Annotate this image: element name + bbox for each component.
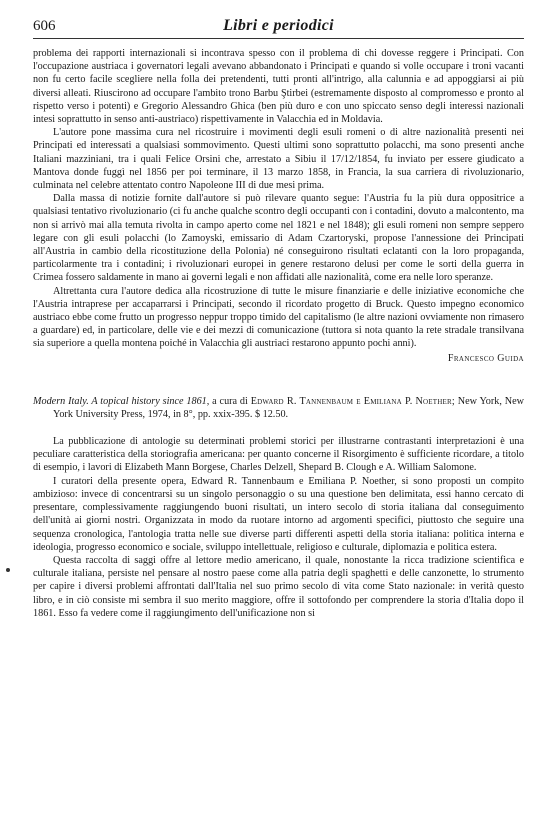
page-body (33, 47, 524, 620)
running-title: Libri e periodici (223, 17, 334, 34)
paragraph-3: Dalla massa di notizie fornite dall'autore si può rilevare quanto segue: l'Austria fu la più dura oppositrice a qualsiasi tentativo rivoluzionario (ci fu anche qualche scontro degli occupanti con i contadini, dovuto a malcontento, ma non si arrivò mai alla temuta rivolta in campo aperto come nel 1821 e nel 1848); gli esuli romeni non sempre seppero legare con gli esuli polacchi (lo Zamoyski, emissario di Adam Czartoryski, propose l'annessione dei Principati all'Austria in cambio della ricostituzione della Polonia) né conseguirono risultati eclatanti con la loro propaganda, particolarmente tra i contadini; i rivoluzionari europei in genere restarono delusi per come le sorti della guerra in Crimea fossero saldamente in mano ai governi legali e non affidati alle nazionalità, come era nelle loro speranze. (33, 193, 524, 284)
review-citation (33, 395, 524, 421)
paragraph-4: Altrettanta cura l'autore dedica alla ricostruzione di tutte le misure finanziarie e delle iniziative economiche che l'Austria intraprese per accaparrarsi i Principati, secondo il ricordato progetto di Bruck. Questo impegno economico austriaco ebbe come frutto un progresso neppur troppo timido del capitalismo (le altre nazioni ovviamente non rimasero a guardare) ed, in particolare, delle vie e dei mezzi di comunicazione (tuttora si nota quanto la rete stradale transilvana sia superiore a quella montena poiché in Valacchia gli austriaci restarono appunto pochi anni). (33, 285, 524, 350)
paragraph-1: problema dei rapporti internazionali si incontrava spesso con il problema di chi dovesse reggere i Principati. Con l'occupazione austriaca i governatori legali avevano abbandonato i Principati e quando si volle occupare i troni vacanti non fu certo facile scegliere nella folla dei pretendenti, tutti pronti all'intrigo, alla calunnia e ad appoggiarsi ai più diversi alleati. Riuscirono ad occupare l'ambito trono Barbu Ştirbei (estremamente disposto al compromesso e pronto al rispetto verso i potenti) e Gregorio Alessandro Ghica (ben più duro e con uno spiccato senso degli interessi nazionali intesi soprattutto in senso anti-austriaco) rispettivamente in Valacchia ed in Moldavia. (33, 48, 524, 126)
book-title: Modern Italy. A topical history since 1861, (33, 395, 210, 407)
review-paragraph-3: Questa raccolta di saggi offre al lettore medio americano, il quale, nonostante la ricca tradizione scientifica e culturale italiana, persiste nel pensare al nostro paese come alla patria degli spaghetti e delle canzonette, lo strumento per capire i diversi problemi affrontati dall'Italia nel suo primo secolo di vita come Stato nazionale: in verità questo libro, e in ciò consiste mi sembra il suo merito maggiore, offre il sottofondo per comprendere la storia d'Italia dopo il 1861. Esso fa vedere come il raggiungimento dell'unificazione non si (33, 554, 524, 619)
book-publication: New York, New York University Press, 1974, in 8°, pp. xxix-395. $ 12.50. (53, 395, 525, 420)
margin-mark (6, 568, 10, 572)
paragraph-2: L'autore pone massima cura nel ricostruire i movimenti degli esuli romeni o di altre nazionalità presenti nei Principati ed interessati a qualsiasi sommovimento. Questi ultimi sono soprattutto polacchi, ma sono presenti anche Italiani mazziniani, tra i quali Felice Orsini che, arrestato a Sibiu il 17/12/1854, fu inviato per essere giudicato a Mantova donde fuggì nel 1856 per poi terminare, il 13 marzo 1858, in Francia, la sua carriera di rivoluzionario, culminata nel celebre attentato contro Napoleone III di due mesi prima. (33, 127, 524, 192)
review-signature: Francesco Guida (447, 352, 524, 364)
page-number: 606 (33, 18, 56, 34)
review-paragraph-1: La pubblicazione di antologie su determinati problemi storici per illustrarne contrastanti interpretazioni è una peculiare caratteristica della storiografia americana: per quanto concerne il Risorgimento è sufficiente ricordare, a titolo di esempio, i lavori di Elizabeth Mann Borgese, Charles Delzell, Shepard B. Clough e A. William Salomone. (33, 436, 524, 474)
curated-by-label: a cura di (212, 395, 248, 407)
page-header (33, 16, 524, 39)
book-authors: Edward R. Tannenbaum e Emiliana P. Noether; (250, 395, 455, 407)
review-paragraph-2: I curatori della presente opera, Edward R. Tannenbaum e Emiliana P. Noether, si sono proposti un compito ambizioso: invece di concentrarsi su un singolo personaggio o su una questione ben delimitata, essi hanno cercato di presentare, complessivamente raggiungendo buoni risultati, un intero secolo di storia italiana dal conseguimento dell'unità ai giorni nostri. Organizzata in modo da ruotare intorno ad argomenti specifici, piuttosto che seguire una sequenza cronologica, l'antologia tratta nelle sue diverse parti differenti aspetti della storia italiana: politica interna e ideologia, progresso economico e sociale, sviluppo intellettuale, religioso e culturale, diplomazia e politica estera. (33, 475, 524, 553)
